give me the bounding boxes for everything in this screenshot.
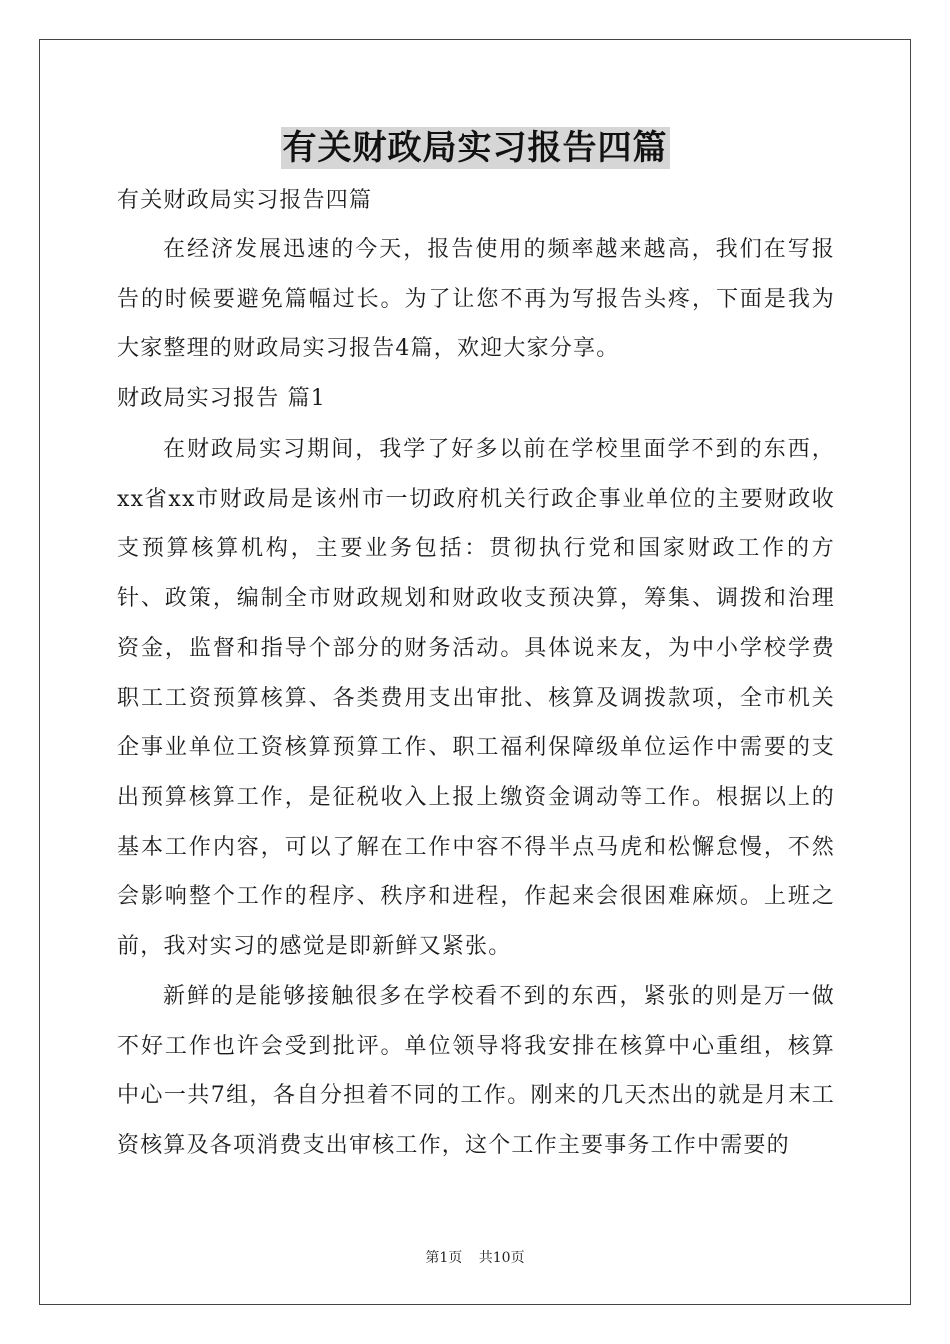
page-total: 共10页	[478, 1250, 525, 1266]
document-subtitle: 有关财政局实习报告四篇	[117, 188, 373, 213]
page-number: 第1页	[425, 1250, 463, 1266]
document-title: 有关财政局实习报告四篇	[282, 128, 668, 168]
page-footer	[0, 1247, 950, 1267]
section-heading: 财政局实习报告 篇1	[117, 386, 326, 411]
title-container	[0, 127, 950, 169]
intro-paragraph: 在经济发展迅速的今天，报告使用的频率越来越高，我们在写报告的时候要避免篇幅过长。为了让您不再为写报告头疼，下面是我为大家整理的财政局实习报告4篇，欢迎大家分享。	[117, 237, 835, 362]
body-paragraph-2: 新鲜的是能够接触很多在学校看不到的东西，紧张的则是万一做不好工作也许会受到批评。单位领导将我安排在核算中心重组，核算中心一共7组，各自分担着不同的工作。刚来的几天杰出的就是月末工资核算及各项消费支出审核工作，这个工作主要事务工作中需要的	[117, 984, 835, 1159]
body-paragraph-1: 在财政局实习期间，我学了好多以前在学校里面学不到的东西，xx省xx市财政局是该州市一切政府机关行政企事业单位的主要财政收支预算核算机构，主要业务包括：贯彻执行党和国家财政工作的方针、政策，编制全市财政规划和财政收支预决算，筹集、调拨和治理资金，监督和指导个部分的财务活动。具体说来友，为中小学校学费职工工资预算核算、各类费用支出审批、核算及调拨款项，全市机关企事业单位工资核算预算工作、职工福利保障级单位运作中需要的支出预算核算工作，是征税收入上报上缴资金调动等工作。根据以上的基本工作内容，可以了解在工作中容不得半点马虎和松懈怠慢，不然会影响整个工作的程序、秩序和进程，作起来会很困难麻烦。上班之前，我对实习的感觉是即新鲜又紧张。	[117, 437, 835, 960]
